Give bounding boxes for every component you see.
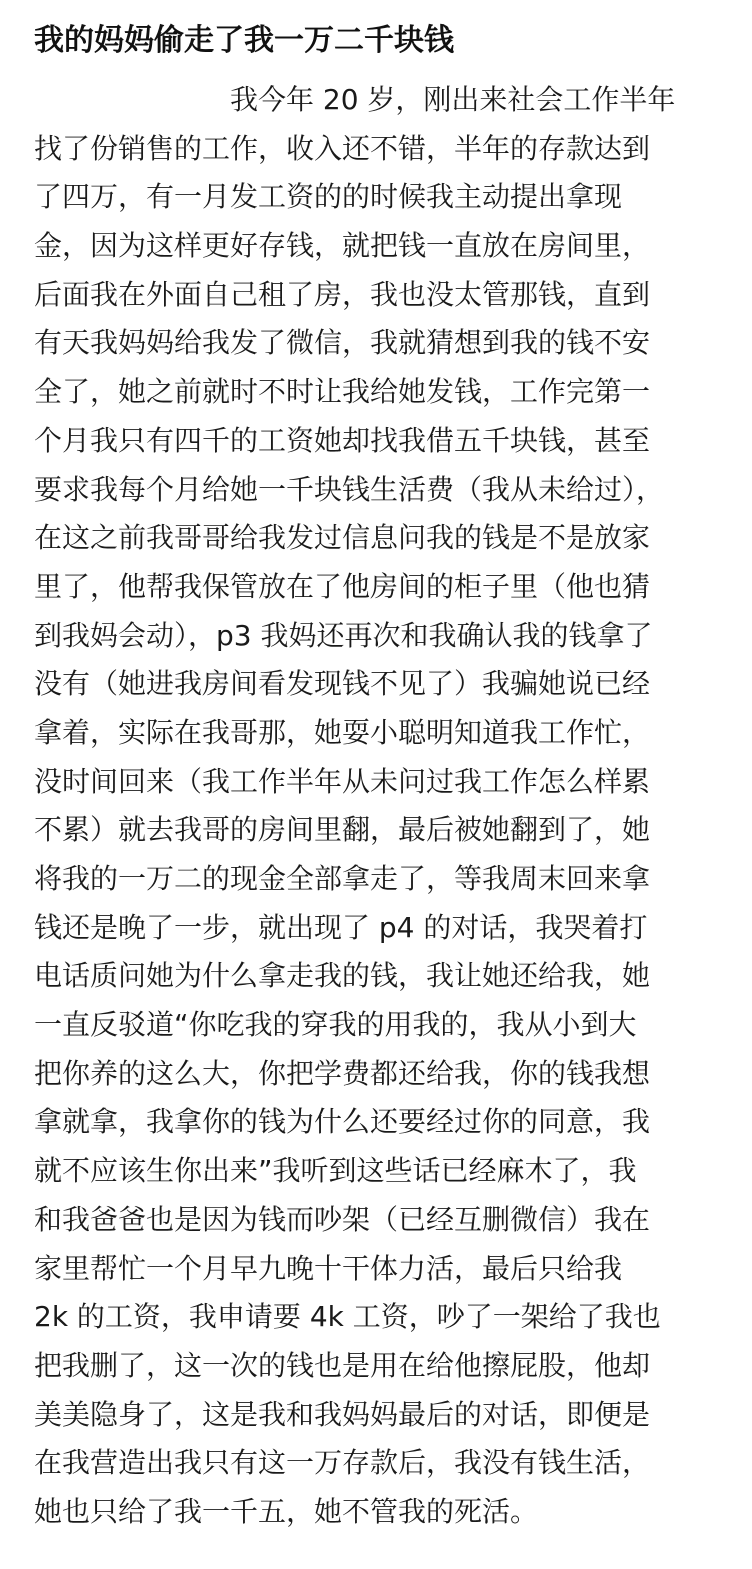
body-line: 拿就拿，我拿你的钱为什么还要经过你的同意，我 <box>34 1105 651 1139</box>
body-line: 后面我在外面自己租了房，我也没太管那钱，直到 <box>34 277 651 311</box>
body-line: 有天我妈妈给我发了微信，我就猜想到我的钱不安 <box>34 326 651 360</box>
body-line: 将我的一万二的现金全部拿走了，等我周末回来拿 <box>34 862 651 895</box>
body-line: 就不应该生你出来”我听到这些话已经麻木了，我 <box>34 1154 637 1188</box>
body-line: 不累）就去我哥的房间里翻，最后被她翻到了，她 <box>34 813 651 847</box>
body-line: 要求我每个月给她一千块钱生活费（我从未给过）， <box>34 472 665 506</box>
body-line: 个月我只有四千的工资她却找我借五千块钱，甚至 <box>34 423 651 457</box>
body-line: 到我妈会动），p3 我妈还再次和我确认我的钱拿了 <box>34 618 653 652</box>
post-body <box>34 76 734 1537</box>
body-line: 在这之前我哥哥给我发过信息问我的钱是不是放家 <box>34 521 651 555</box>
body-line: 一直反驳道“你吃我的穿我的用我的，我从小到大 <box>34 1008 637 1042</box>
body-line: 美美隐身了，这是我和我妈妈最后的对话，即便是 <box>34 1397 651 1431</box>
body-line: 和我爸爸也是因为钱而吵架（已经互删微信）我在 <box>34 1202 651 1236</box>
body-line: 里了，他帮我保管放在了他房间的柜子里（他也猜 <box>34 569 651 603</box>
body-line: 金，因为这样更好存钱，就把钱一直放在房间里， <box>34 229 651 263</box>
post-title: 我的妈妈偷走了我一万二千块钱 <box>34 23 454 58</box>
body-line: 我今年 20 岁，刚出来社会工作半年 <box>230 83 676 116</box>
body-line: 家里帮忙一个月早九晚十干体力活，最后只给我 <box>34 1251 623 1285</box>
body-line: 拿着，实际在我哥那，她耍小聪明知道我工作忙， <box>34 715 651 749</box>
body-line: 全了，她之前就时不时让我给她发钱，工作完第一 <box>34 375 651 409</box>
body-line: 她也只给了我一千五，她不管我的死活。 <box>34 1494 539 1528</box>
body-line: 没时间回来（我工作半年从未问过我工作怎么样累 <box>34 764 651 798</box>
body-line: 把我删了，这一次的钱也是用在给他擦屁股，他却 <box>34 1348 651 1382</box>
body-line: 找了份销售的工作，收入还不错，半年的存款达到 <box>34 131 651 165</box>
body-line: 电话质问她为什么拿走我的钱，我让她还给我，她 <box>34 959 651 993</box>
body-line: 钱还是晚了一步，就出现了 p4 的对话，我哭着打 <box>34 910 648 944</box>
body-line: 2k 的工资，我申请要 4k 工资，吵了一架给了我也 <box>34 1300 661 1334</box>
body-line: 在我营造出我只有这一万存款后，我没有钱生活， <box>34 1446 651 1480</box>
body-line: 把你养的这么大，你把学费都还给我，你的钱我想 <box>34 1056 651 1090</box>
body-line: 了四万，有一月发工资的的时候我主动提出拿现 <box>34 180 623 214</box>
body-line: 没有（她进我房间看发现钱不见了）我骗她说已经 <box>34 667 651 701</box>
